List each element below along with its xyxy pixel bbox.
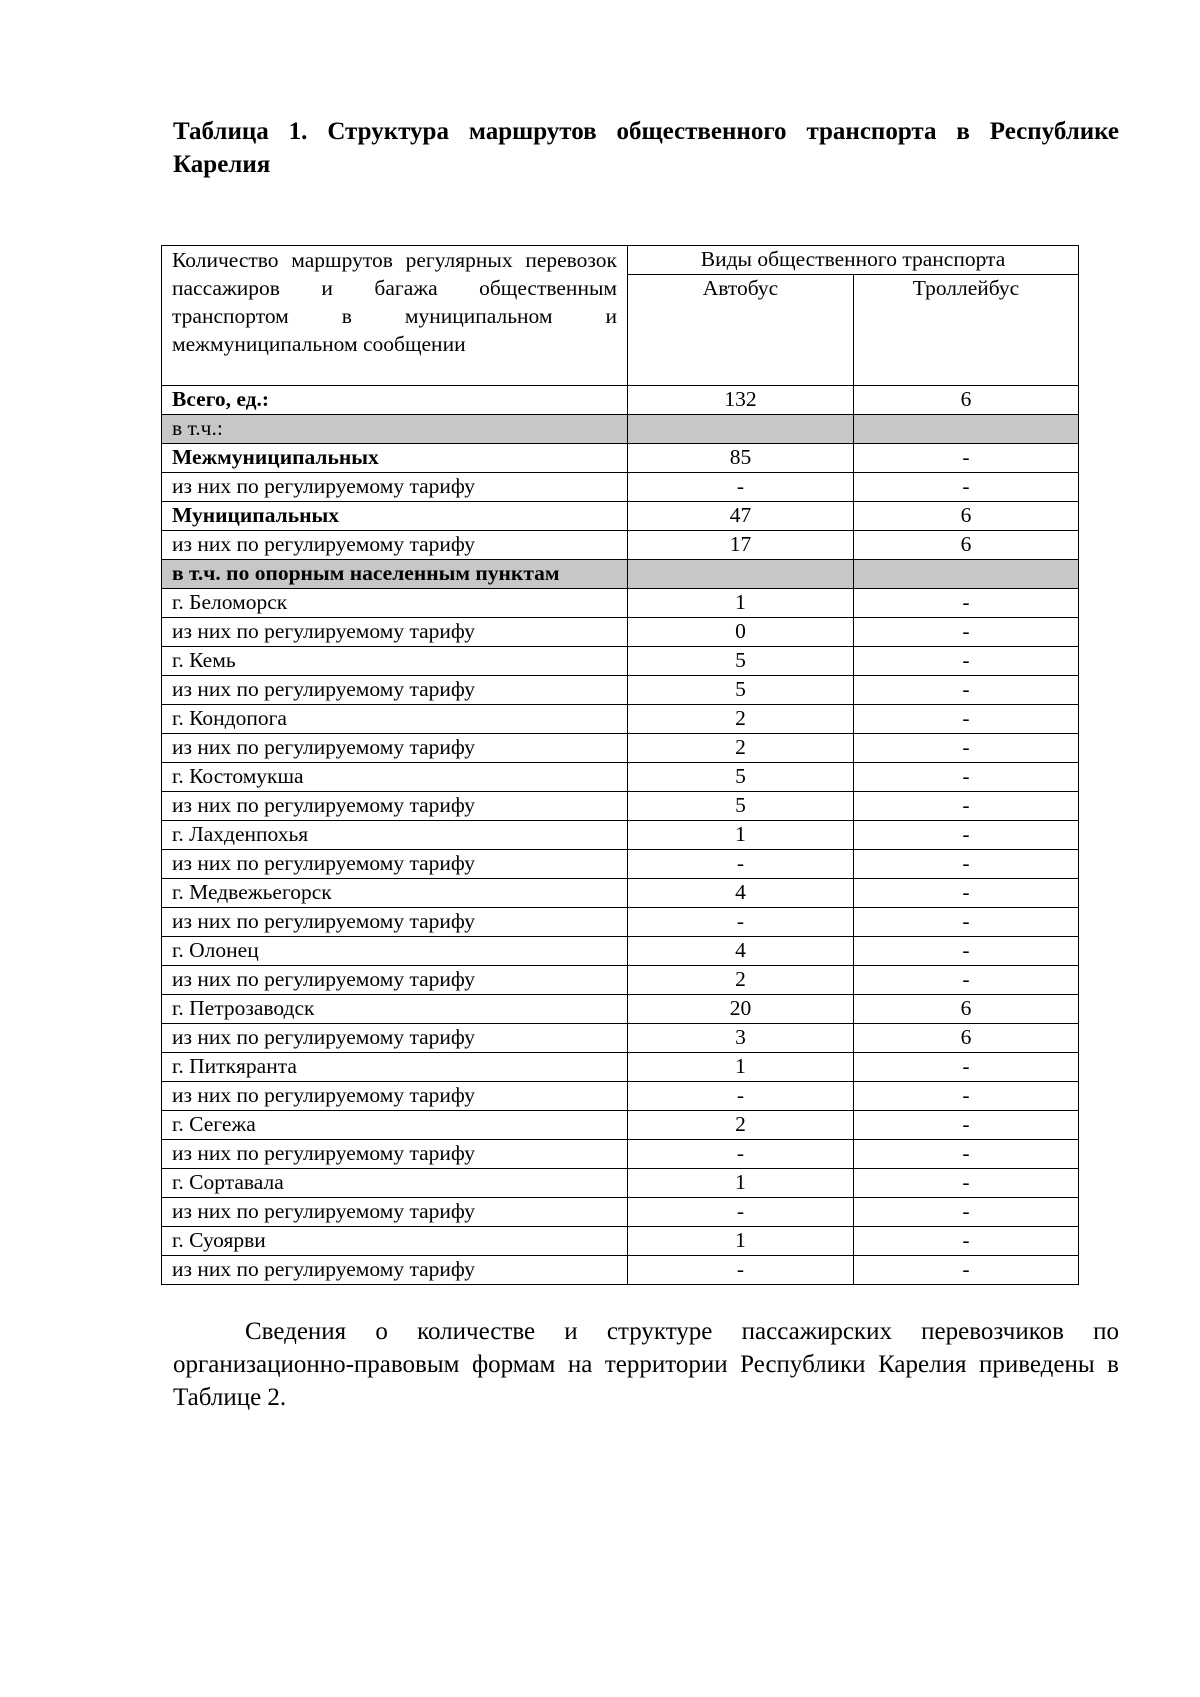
- row-name: г. Костомукша: [162, 763, 628, 792]
- table-row: [162, 1256, 1079, 1285]
- row-bus-value: [628, 560, 854, 589]
- row-trolley-value: -: [854, 618, 1079, 647]
- row-name: из них по регулируемому тарифу: [162, 734, 628, 763]
- row-name: из них по регулируемому тарифу: [162, 908, 628, 937]
- table-row: [162, 560, 1079, 589]
- table-row: [162, 734, 1079, 763]
- table-row: [162, 705, 1079, 734]
- row-trolley-value: -: [854, 966, 1079, 995]
- row-bus-value: 47: [628, 502, 854, 531]
- row-name: из них по регулируемому тарифу: [162, 1256, 628, 1285]
- row-bus-value: 132: [628, 386, 854, 415]
- row-bus-value: 2: [628, 966, 854, 995]
- table-row: [162, 1082, 1079, 1111]
- table-row: [162, 1111, 1079, 1140]
- row-trolley-value: -: [854, 821, 1079, 850]
- row-name: г. Петрозаводск: [162, 995, 628, 1024]
- row-trolley-value: -: [854, 1198, 1079, 1227]
- row-bus-value: 4: [628, 937, 854, 966]
- table-row: [162, 444, 1079, 473]
- row-name: г. Беломорск: [162, 589, 628, 618]
- row-name: Межмуниципальных: [162, 444, 628, 473]
- row-name: г. Медвежьегорск: [162, 879, 628, 908]
- row-bus-value: 1: [628, 1227, 854, 1256]
- table-row: [162, 937, 1079, 966]
- row-bus-value: -: [628, 850, 854, 879]
- row-bus-value: 2: [628, 1111, 854, 1140]
- row-bus-value: -: [628, 1082, 854, 1111]
- row-bus-value: 5: [628, 763, 854, 792]
- row-name: из них по регулируемому тарифу: [162, 1198, 628, 1227]
- table-row: [162, 1198, 1079, 1227]
- body-paragraph: Сведения о количестве и структуре пассажирских перевозчиков по организационно-правовым формам на территории Республики Карелия приведены в Таблице 2.: [173, 1318, 1119, 1411]
- table-row: [162, 1227, 1079, 1256]
- row-bus-value: 5: [628, 792, 854, 821]
- row-bus-value: 1: [628, 1169, 854, 1198]
- row-trolley-value: -: [854, 705, 1079, 734]
- row-bus-value: -: [628, 908, 854, 937]
- row-bus-value: 5: [628, 676, 854, 705]
- row-trolley-value: -: [854, 647, 1079, 676]
- header-group: Виды общественного транспорта: [628, 246, 1079, 275]
- row-bus-value: 2: [628, 734, 854, 763]
- table-row: [162, 821, 1079, 850]
- row-trolley-value: -: [854, 1140, 1079, 1169]
- table-row: [162, 763, 1079, 792]
- row-trolley-value: 6: [854, 1024, 1079, 1053]
- row-name: г. Питкяранта: [162, 1053, 628, 1082]
- row-name: из них по регулируемому тарифу: [162, 1140, 628, 1169]
- table-row: [162, 676, 1079, 705]
- row-bus-value: 85: [628, 444, 854, 473]
- row-trolley-value: -: [854, 1082, 1079, 1111]
- table-row: [162, 531, 1079, 560]
- row-bus-value: 17: [628, 531, 854, 560]
- table-row: [162, 473, 1079, 502]
- row-trolley-value: 6: [854, 502, 1079, 531]
- table-row: [162, 502, 1079, 531]
- table-row: [162, 792, 1079, 821]
- row-name: г. Сегежа: [162, 1111, 628, 1140]
- row-trolley-value: -: [854, 879, 1079, 908]
- header-bus: Автобус: [628, 275, 854, 386]
- row-trolley-value: 6: [854, 386, 1079, 415]
- row-name: из них по регулируемому тарифу: [162, 966, 628, 995]
- row-trolley-value: -: [854, 763, 1079, 792]
- row-bus-value: -: [628, 1198, 854, 1227]
- row-trolley-value: -: [854, 1169, 1079, 1198]
- row-bus-value: 1: [628, 1053, 854, 1082]
- row-trolley-value: -: [854, 937, 1079, 966]
- row-trolley-value: -: [854, 1111, 1079, 1140]
- table-row: [162, 415, 1079, 444]
- table-row: [162, 966, 1079, 995]
- table-row: [162, 589, 1079, 618]
- row-trolley-value: -: [854, 734, 1079, 763]
- row-bus-value: 2: [628, 705, 854, 734]
- row-bus-value: -: [628, 473, 854, 502]
- row-trolley-value: -: [854, 1256, 1079, 1285]
- row-name: г. Сортавала: [162, 1169, 628, 1198]
- row-name: г. Кемь: [162, 647, 628, 676]
- table-row: [162, 618, 1079, 647]
- row-bus-value: 20: [628, 995, 854, 1024]
- row-bus-value: -: [628, 1256, 854, 1285]
- row-trolley-value: -: [854, 444, 1079, 473]
- row-trolley-value: -: [854, 676, 1079, 705]
- row-trolley-value: -: [854, 850, 1079, 879]
- row-name: из них по регулируемому тарифу: [162, 850, 628, 879]
- header-label: Количество маршрутов регулярных перевозок пассажиров и багажа общественным транспортом в муниципальном и межмуниципальном сообщении: [162, 246, 628, 386]
- table-header-row: [162, 246, 1079, 275]
- row-bus-value: 5: [628, 647, 854, 676]
- row-name: г. Лахденпохья: [162, 821, 628, 850]
- table-row: [162, 1169, 1079, 1198]
- row-trolley-value: 6: [854, 531, 1079, 560]
- routes-table: [161, 245, 1079, 1285]
- row-trolley-value: -: [854, 908, 1079, 937]
- table-row: [162, 1053, 1079, 1082]
- row-trolley-value: 6: [854, 995, 1079, 1024]
- row-bus-value: 0: [628, 618, 854, 647]
- row-name: Всего, ед.:: [162, 386, 628, 415]
- row-trolley-value: -: [854, 792, 1079, 821]
- table-row: [162, 1024, 1079, 1053]
- table-row: [162, 995, 1079, 1024]
- row-bus-value: [628, 415, 854, 444]
- row-trolley-value: [854, 560, 1079, 589]
- table-row: [162, 647, 1079, 676]
- row-bus-value: -: [628, 1140, 854, 1169]
- row-trolley-value: -: [854, 1053, 1079, 1082]
- row-name: из них по регулируемому тарифу: [162, 473, 628, 502]
- row-bus-value: 1: [628, 589, 854, 618]
- row-name: г. Кондопога: [162, 705, 628, 734]
- table-row: [162, 850, 1079, 879]
- row-name: из них по регулируемому тарифу: [162, 531, 628, 560]
- row-name: из них по регулируемому тарифу: [162, 792, 628, 821]
- row-name: из них по регулируемому тарифу: [162, 1082, 628, 1111]
- header-trolley: Троллейбус: [854, 275, 1079, 386]
- row-name: г. Олонец: [162, 937, 628, 966]
- row-trolley-value: [854, 415, 1079, 444]
- row-bus-value: 4: [628, 879, 854, 908]
- row-trolley-value: -: [854, 589, 1079, 618]
- table-row: [162, 1140, 1079, 1169]
- row-trolley-value: -: [854, 1227, 1079, 1256]
- row-name: из них по регулируемому тарифу: [162, 618, 628, 647]
- row-name: в т.ч.:: [162, 415, 628, 444]
- table-row: [162, 386, 1079, 415]
- row-name: из них по регулируемому тарифу: [162, 1024, 628, 1053]
- row-name: в т.ч. по опорным населенным пунктам: [162, 560, 628, 589]
- row-name: из них по регулируемому тарифу: [162, 676, 628, 705]
- row-name: г. Суоярви: [162, 1227, 628, 1256]
- row-name: Муниципальных: [162, 502, 628, 531]
- row-bus-value: 3: [628, 1024, 854, 1053]
- table-row: [162, 879, 1079, 908]
- table-row: [162, 908, 1079, 937]
- row-trolley-value: -: [854, 473, 1079, 502]
- row-bus-value: 1: [628, 821, 854, 850]
- table-title: Таблица 1. Структура маршрутов общественного транспорта в Республике Карелия: [173, 118, 1119, 178]
